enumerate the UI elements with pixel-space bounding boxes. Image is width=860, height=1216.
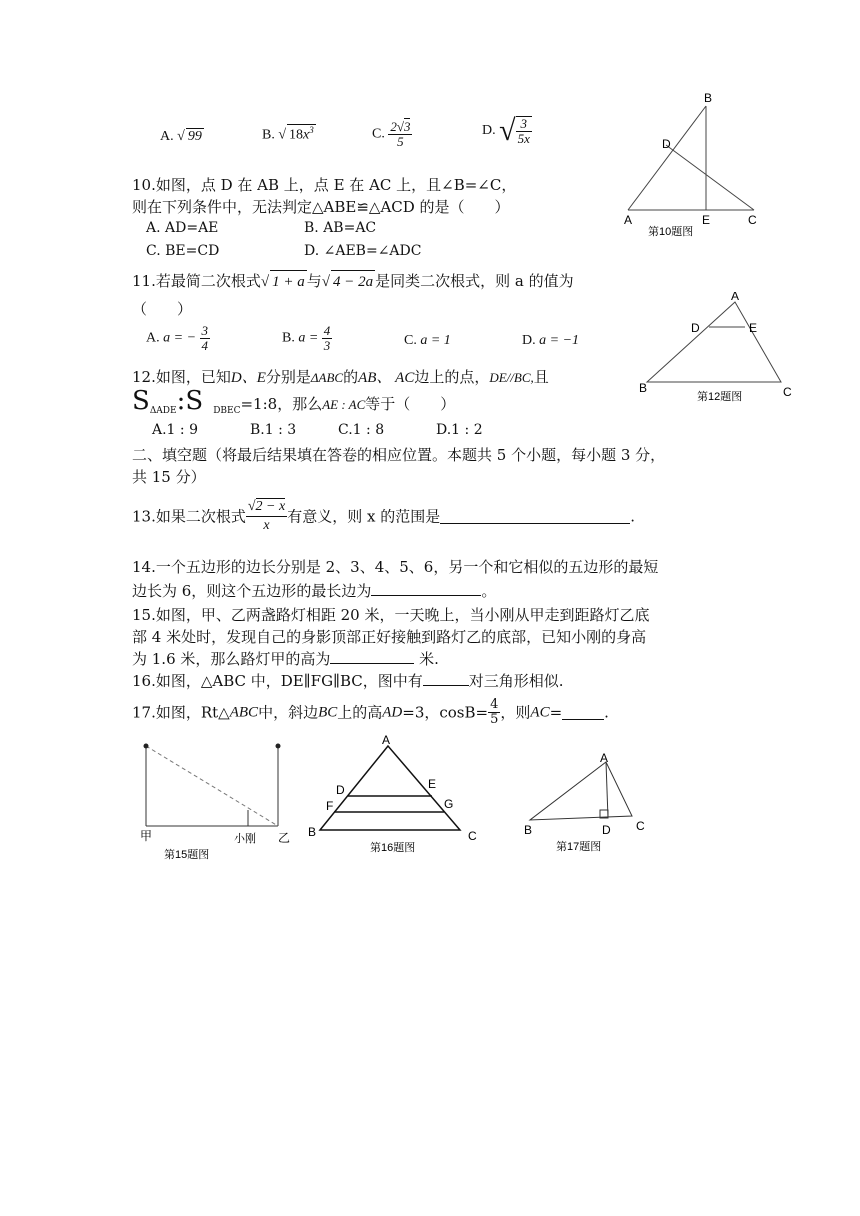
fig17-label-d: D (602, 823, 611, 837)
q15-line1: 15.如图，甲、乙两盏路灯相距 20 米，一天晚上，当小刚从甲走到距路灯乙底 (132, 606, 650, 624)
fig15-caption: 第15题图 (164, 849, 210, 861)
section2-heading-line2: 共 15 分） (132, 468, 206, 486)
q12-option-b: B.1 : 3 (250, 422, 297, 438)
q9-option-a: A. √ 99 (160, 129, 202, 144)
fig10-label-a: A (624, 213, 633, 227)
q12-line1: 12.如图，已知D、E分别是ΔABC的AB、 AC边上的点，DE//BC,且 (132, 368, 549, 386)
fig10-label-d: D (662, 137, 671, 151)
q9-option-b: B. √ $18x^3$ (262, 125, 314, 143)
section2-heading-line1: 二、填空题（将最后结果填在答卷的相应位置。本题共 5 个小题，每小题 3 分， (132, 446, 666, 464)
q16-stem: 16.如图，△ABC 中，DE∥FG∥BC，图中有 对三角形相似. (132, 672, 564, 690)
fig10-label-e: E (702, 213, 711, 227)
q14-answer-blank[interactable] (371, 581, 481, 596)
fig12-label-d: D (691, 321, 700, 335)
q11-option-d: D. a = −1 (522, 333, 580, 348)
fig16-label-a: A (382, 734, 391, 747)
q11-option-a: A. a = − $\frac{3}{4}$ (146, 323, 209, 353)
q10-option-b: B. AB=AC (304, 220, 377, 236)
q14-line1: 14.一个五边形的边长分别是 2、3、4、5、6，另一个和它相似的五边形的最短 (132, 558, 659, 576)
fig16-label-e: E (428, 777, 437, 791)
q9-option-d: D. √ $\frac{3}{5x}$ (482, 114, 530, 147)
fig17-caption: 第17题图 (556, 841, 602, 853)
q11-option-c: C. a = 1 (404, 333, 451, 348)
fig10-label-b: B (704, 91, 713, 105)
fig16-label-d: D (336, 783, 345, 797)
q12-line2: $S_{\Delta ADE}:S$ $_{DBEC}$=1:8，那么AE : AC等于（ ） (132, 386, 456, 416)
figure-q10 (620, 88, 770, 243)
q13-answer-blank[interactable] (440, 509, 630, 524)
fig17-label-a: A (600, 751, 609, 765)
fig12-label-b: B (639, 381, 648, 395)
fig12-label-a: A (731, 292, 740, 303)
fig16-label-b: B (308, 825, 317, 839)
q13-stem: 13.如果二次根式 $\frac{√2 - x}{x}$ 有意义，则 x 的范围是 . (132, 499, 635, 533)
fig12-label-e: E (749, 321, 758, 335)
fig16-label-f: F (326, 799, 334, 813)
figure-q15 (128, 736, 308, 866)
figure-q17 (518, 750, 668, 860)
q16-answer-blank[interactable] (423, 671, 469, 686)
figure-q16 (304, 734, 484, 864)
q11-stem: 11.若最简二次根式√ 1 + a 与√ 4 − 2a 是同类二次根式，则 a 的值为 (132, 270, 574, 293)
q11-option-b: B. a = $\frac{4}{3}$ (282, 323, 331, 353)
fig16-label-c: C (468, 829, 477, 843)
q15-answer-blank[interactable] (330, 649, 414, 664)
fig12-label-c: C (783, 385, 792, 399)
fig17-label-b: B (524, 823, 533, 837)
q10-option-c: C. BE=CD (146, 243, 220, 259)
q17-answer-blank[interactable] (562, 705, 604, 720)
q11-paren: （ ） (132, 300, 193, 318)
fig16-caption: 第16题图 (370, 842, 416, 854)
q10-line1: 10.如图，点 D 在 AB 上，点 E 在 AC 上，且∠B=∠C， (132, 176, 517, 194)
fig16-label-g: G (444, 797, 454, 811)
fig10-label-c: C (748, 213, 757, 227)
fig15-label-yi: 乙 (278, 831, 291, 845)
q12-option-d: D.1 : 2 (436, 422, 483, 438)
q14-line2: 边长为 6，则这个五边形的最长边为 。 (132, 582, 497, 600)
q10-line2: 则在下列条件中，无法判定△ABE≌△ACD 的是（ ） (132, 198, 510, 216)
q9-option-c: C. $\frac{2√3}{5}$ (372, 119, 411, 149)
fig17-label-c: C (636, 819, 645, 833)
figure-q12 (635, 292, 795, 407)
q15-line2: 部 4 米处时，发现自己的身影顶部正好接触到路灯乙的底部，已知小刚的身高 (132, 628, 647, 646)
fig10-caption: 第10题图 (648, 226, 694, 238)
q10-option-d: D. ∠AEB=∠ADC (304, 243, 422, 259)
q12-option-c: C.1 : 8 (338, 422, 385, 438)
q10-option-a: A. AD=AE (146, 220, 219, 236)
fig15-label-xiaogang: 小刚 (234, 833, 256, 845)
q12-option-a: A.1 : 9 (152, 422, 198, 438)
fig15-label-jia: 甲 (140, 829, 153, 843)
fig12-caption: 第12题图 (697, 391, 743, 403)
q17-stem: 17.如图，Rt△ABC中，斜边BC上的高AD=3，cosB= $\frac{4}{5}$ ，则AC= . (132, 697, 609, 727)
q15-line3: 为 1.6 米，那么路灯甲的高为 米. (132, 650, 439, 668)
